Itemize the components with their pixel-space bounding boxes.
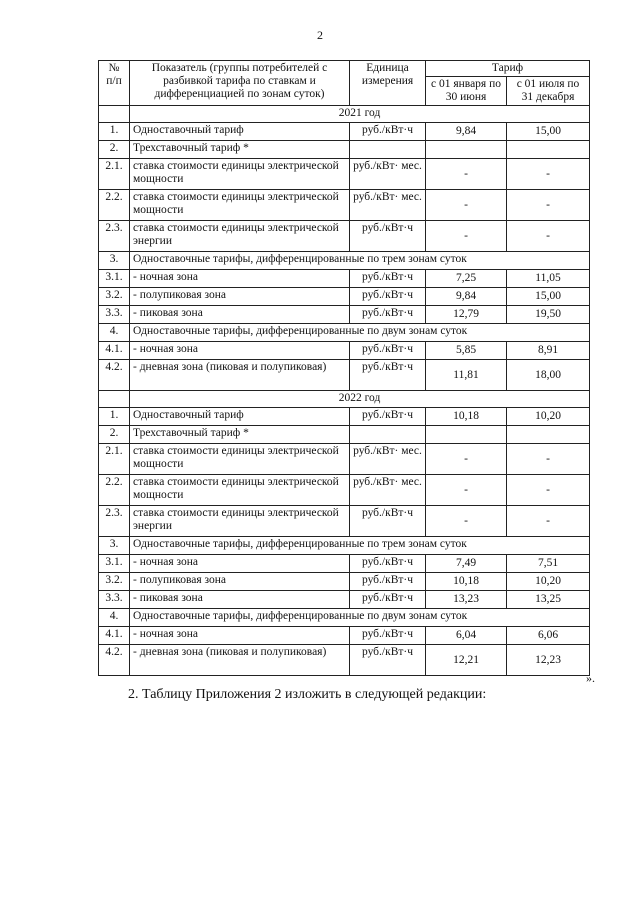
row-value-period-2 (507, 141, 590, 159)
row-name: - полупиковая зона (130, 288, 350, 306)
row-value-period-1: - (426, 159, 507, 190)
row-unit: руб./кВт·ч (350, 221, 426, 252)
row-number: 3. (99, 537, 130, 555)
row-number: 4.1. (99, 627, 130, 645)
table-row (99, 555, 590, 573)
row-number: 4. (99, 324, 130, 342)
row-value-period-2: 19,50 (507, 306, 590, 324)
row-value-period-2: 10,20 (507, 573, 590, 591)
row-name: Одноставочный тариф (130, 123, 350, 141)
row-number: 4.1. (99, 342, 130, 360)
row-value-period-1: - (426, 444, 507, 475)
row-value-period-2 (507, 426, 590, 444)
row-unit: руб./кВт·ч (350, 270, 426, 288)
row-number: 2.3. (99, 506, 130, 537)
table-row (99, 627, 590, 645)
table-row (99, 360, 590, 391)
row-value-period-2: - (507, 444, 590, 475)
row-value-period-2: - (507, 475, 590, 506)
row-unit: руб./кВт·ч (350, 306, 426, 324)
row-value-period-2: 15,00 (507, 123, 590, 141)
row-value-period-1: 12,21 (426, 645, 507, 676)
row-unit: руб./кВт·ч (350, 123, 426, 141)
table-row (99, 159, 590, 190)
table-row (99, 444, 590, 475)
header-period-2: с 01 июля по 31 декабря (507, 77, 590, 106)
row-number: 2.3. (99, 221, 130, 252)
row-name: - пиковая зона (130, 591, 350, 609)
row-number: 2. (99, 426, 130, 444)
table-row (99, 123, 590, 141)
row-number: 1. (99, 408, 130, 426)
row-value-period-1: - (426, 221, 507, 252)
row-value-period-1: 10,18 (426, 408, 507, 426)
row-value-period-1: 5,85 (426, 342, 507, 360)
row-name: - ночная зона (130, 270, 350, 288)
row-unit: руб./кВт·ч (350, 506, 426, 537)
row-name: Одноставочный тариф (130, 408, 350, 426)
row-name: - дневная зона (пиковая и полупиковая) (130, 645, 350, 676)
table-row (99, 426, 590, 444)
year-row (99, 106, 590, 123)
row-name: Одноставочные тарифы, дифференцированные по трем зонам суток (130, 537, 590, 555)
row-number: 4.2. (99, 360, 130, 391)
row-number: 3.3. (99, 306, 130, 324)
row-unit: руб./кВт·ч (350, 342, 426, 360)
row-name: ставка стоимости единицы электрической мощности (130, 475, 350, 506)
row-number: 3. (99, 252, 130, 270)
tariff-table-body (99, 106, 590, 676)
row-unit: руб./кВт·ч (350, 288, 426, 306)
header-num: № п/п (99, 61, 130, 106)
year-label: 2021 год (130, 106, 590, 123)
row-value-period-1: 11,81 (426, 360, 507, 391)
row-number: 4.2. (99, 645, 130, 676)
row-value-period-1: 13,23 (426, 591, 507, 609)
table-row (99, 645, 590, 676)
row-name: - ночная зона (130, 555, 350, 573)
row-value-period-2: 15,00 (507, 288, 590, 306)
row-unit: руб./кВт·ч (350, 408, 426, 426)
row-number: 2.2. (99, 190, 130, 221)
row-unit: руб./кВт·ч (350, 591, 426, 609)
row-value-period-2: 13,25 (507, 591, 590, 609)
table-row (99, 221, 590, 252)
row-unit: руб./кВт· мес. (350, 444, 426, 475)
row-value-period-1 (426, 141, 507, 159)
row-unit: руб./кВт· мес. (350, 475, 426, 506)
table-row (99, 141, 590, 159)
row-value-period-1: 12,79 (426, 306, 507, 324)
row-name: Одноставочные тарифы, дифференцированные по трем зонам суток (130, 252, 590, 270)
year-label: 2022 год (130, 391, 590, 408)
row-unit: руб./кВт·ч (350, 555, 426, 573)
row-name: ставка стоимости единицы электрической мощности (130, 190, 350, 221)
row-name: Трехставочный тариф * (130, 426, 350, 444)
row-number: 4. (99, 609, 130, 627)
row-value-period-1: 9,84 (426, 288, 507, 306)
row-name: Одноставочные тарифы, дифференцированные по двум зонам суток (130, 324, 590, 342)
row-number: 3.1. (99, 270, 130, 288)
table-row (99, 324, 590, 342)
table-row (99, 288, 590, 306)
row-value-period-2: 10,20 (507, 408, 590, 426)
row-value-period-2: 18,00 (507, 360, 590, 391)
year-empty-cell (99, 391, 130, 408)
table-row (99, 506, 590, 537)
header-tariff: Тариф (426, 61, 590, 77)
row-unit (350, 141, 426, 159)
year-empty-cell (99, 106, 130, 123)
row-number: 3.2. (99, 573, 130, 591)
row-unit: руб./кВт· мес. (350, 159, 426, 190)
row-number: 2. (99, 141, 130, 159)
row-value-period-1: 7,49 (426, 555, 507, 573)
table-row (99, 573, 590, 591)
header-unit: Единица измерения (350, 61, 426, 106)
table-row (99, 591, 590, 609)
row-number: 2.1. (99, 159, 130, 190)
row-name: - ночная зона (130, 342, 350, 360)
header-indicator: Показатель (группы потребителей с разбивкой тарифа по ставкам и дифференциацией по зонам суток) (130, 61, 350, 106)
row-value-period-1: - (426, 506, 507, 537)
row-value-period-2: 12,23 (507, 645, 590, 676)
row-value-period-1: 7,25 (426, 270, 507, 288)
row-value-period-1: - (426, 190, 507, 221)
table-row (99, 306, 590, 324)
row-name: Трехставочный тариф * (130, 141, 350, 159)
row-number: 1. (99, 123, 130, 141)
row-unit: руб./кВт·ч (350, 360, 426, 391)
row-name: - полупиковая зона (130, 573, 350, 591)
page-number: 2 (317, 28, 323, 42)
table-row (99, 190, 590, 221)
row-name: - пиковая зона (130, 306, 350, 324)
row-name: ставка стоимости единицы электрической мощности (130, 444, 350, 475)
table-row (99, 475, 590, 506)
header-period-1: с 01 января по 30 июня (426, 77, 507, 106)
table-row (99, 252, 590, 270)
row-value-period-1: 6,04 (426, 627, 507, 645)
row-unit: руб./кВт·ч (350, 627, 426, 645)
row-number: 2.1. (99, 444, 130, 475)
row-value-period-2: - (507, 221, 590, 252)
table-row (99, 270, 590, 288)
row-value-period-1: 10,18 (426, 573, 507, 591)
row-unit: руб./кВт· мес. (350, 190, 426, 221)
row-value-period-1 (426, 426, 507, 444)
table-row (99, 537, 590, 555)
row-name: ставка стоимости единицы электрической мощности (130, 159, 350, 190)
row-value-period-1: - (426, 475, 507, 506)
tariff-table (98, 60, 590, 676)
table-row (99, 342, 590, 360)
row-number: 2.2. (99, 475, 130, 506)
row-name: - ночная зона (130, 627, 350, 645)
year-row (99, 391, 590, 408)
row-name: ставка стоимости единицы электрической энергии (130, 506, 350, 537)
row-number: 3.1. (99, 555, 130, 573)
row-value-period-2: - (507, 159, 590, 190)
row-name: - дневная зона (пиковая и полупиковая) (130, 360, 350, 391)
closing-mark: ». (586, 671, 595, 685)
row-value-period-1: 9,84 (426, 123, 507, 141)
row-value-period-2: 7,51 (507, 555, 590, 573)
row-unit: руб./кВт·ч (350, 573, 426, 591)
row-unit (350, 426, 426, 444)
row-value-period-2: 11,05 (507, 270, 590, 288)
row-value-period-2: 6,06 (507, 627, 590, 645)
row-value-period-2: - (507, 190, 590, 221)
row-name: ставка стоимости единицы электрической энергии (130, 221, 350, 252)
row-unit: руб./кВт·ч (350, 645, 426, 676)
table-row (99, 609, 590, 627)
row-number: 3.2. (99, 288, 130, 306)
row-number: 3.3. (99, 591, 130, 609)
amendment-paragraph: 2. Таблицу Приложения 2 изложить в следующей редакции: (128, 687, 487, 702)
table-row (99, 408, 590, 426)
row-value-period-2: - (507, 506, 590, 537)
row-name: Одноставочные тарифы, дифференцированные по двум зонам суток (130, 609, 590, 627)
row-value-period-2: 8,91 (507, 342, 590, 360)
